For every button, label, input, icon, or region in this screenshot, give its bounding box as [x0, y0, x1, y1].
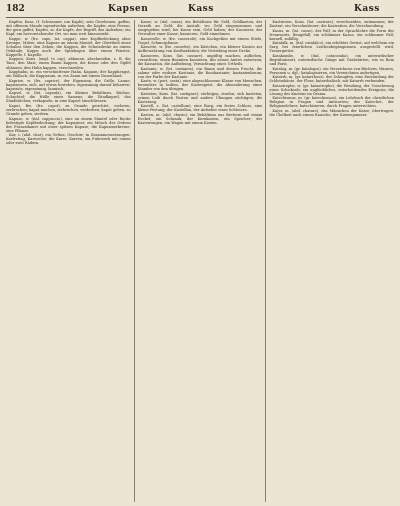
entry-paragraph: Kapfen, Kons. (f. Schwanner, um Kapfe), sein Gesehenen, gaffen, mit offenem Munde irgendwohin aufsehen; die Kapfer, eine Person, die gern gaffet; Kapfes, m. die Kapfe, der Begriff, das Aufsehen; ein Kapf, ein hervorstehender Ort, wo man weit hinaussieht.	[6, 20, 131, 37]
entry-paragraph: Katechismus, m. (gr. katechismos), ein Lehrbuch der christlichen Religion in Fragen und Antworten; der Katechet, der Religionslehrer; katechisieren, durch Fragen unterrichten.	[269, 96, 395, 109]
entry-paragraph: Kasse, w. (ital. cassa), ein Behältniss für Geld, Geldkasten; der Vorrath an Geld; die Anstalt, wo Geld eingenommen und ausgegeben wird; bei Kasse sein, Geld haben; der Kassierer, der Verwalter einer Kasse; kassieren, Geld einnehmen.	[137, 20, 263, 37]
entry-paragraph: Katastrophe, w. (gr. katastrophe), die Wendung, der Umschwung eines Schicksals; ein unglückliches, entscheidendes Ereigniss; die Lösung des Knotens im Drama.	[269, 83, 395, 96]
running-headword-3: Kass	[354, 4, 380, 14]
entry-paragraph: Kater, m. (ahd. chataro), das Männchen der Katze; übertragen: die Übelkeit nach einem Rausche, der Katzenjammer.	[269, 108, 395, 118]
entry-paragraph: Kassieren, Kons. (lat. cassare), ungültig machen, aufheben, vernichten; einen Beamten kassieren, ihn seines Amtes entsetzen; die Kassation, die Aufhebung, Vernichtung eines Urtheils.	[137, 53, 263, 66]
running-headword-1: Kapsen	[108, 4, 149, 14]
entry-paragraph: Kasten, m. (ahd. chasto), ein Behältniss aus Brettern mit einem Deckel; ein Schrank; der Kornkasten, ein Speicher; der Kastenwagen, ein Wagen mit einem Kasten.	[137, 113, 263, 126]
entry-paragraph: Kappe, w. (frz. cape, lat. cappa), eine Kopfbedeckung ohne Krempe, Mütze; eine Kapuze an einem Mantel; der Obertheil eines Schuhes über den Zehen; die Kappen, die Schutzdecke an einem Gebäude; Kappe auch der Spitzbogen über einem Fenster; Kappelle, f. Kapelle.	[6, 36, 131, 57]
entry-paragraph: Kastanie, w. (lat. castanea), ein Baum und dessen Frucht; die zahme oder essbare Kastanie, die Rosskastanie; kastanienbraun, von der Farbe der Kastanie.	[137, 66, 263, 79]
entry-paragraph: Kapuze, w. (ital. cappuccio), eine an einem Mantel oder Rocke befestigte Kopfbedeckung; der Kapuziner, ein Mönch des Ordens der Franziskaner mit einer spitzen Kapuze; die Kapuzinerkresse, eine Pflanze.	[6, 116, 131, 133]
entry-paragraph: Katarrh, m. (gr. katarrhoos), der Schnupfen, eine Entzündung der Schleimhäute, der Fluss; katarrhalisch, mit Katarrh verbunden.	[269, 75, 395, 84]
entry-paragraph: Kastell, s. (lat. castellum), eine Burg, ein festes Schloss, eine kleine Festung; der Kastellan, der Aufseher eines Schlosses.	[137, 104, 263, 113]
column-divider	[134, 20, 135, 502]
entry-paragraph: Kasteien, Kons. (lat. castigare), züchtigen, strafen; sich kasteien, seinen Leib durch Fasten und andere Übungen züchtigen; die Kasteiung.	[137, 91, 263, 104]
column-divider	[265, 20, 266, 502]
page-header	[6, 2, 394, 16]
entry-paragraph: Kastrieren, Kons. (lat. castrare), verschneiden, entmannen; der Kastrat, ein Verschnittener; die Kastration, die Verschneidung.	[269, 20, 395, 29]
entry-paragraph: Katakombe, w. (ital. catacomba), ein unterirdischer Begräbnissort, unterirdische Gänge mit Grabstätten, wie in Rom und Paris.	[269, 53, 395, 66]
entry-paragraph: Kar, s. (ahd. char), ein Gefäss, Geschirr; in Zusammensetzungen: Karfreitag, Karwoche; die Karre, Karren, ein Fuhrwerk mit einem oder zwei Rädern.	[6, 133, 131, 146]
entry-paragraph: Kaput, Bw. (frz. capot), zu Grunde gerichtet, verloren, zerbrochen; kaput machen, zerbrechen, verderben; kaput gehen, zu Grunde gehen, sterben.	[6, 103, 131, 117]
entry-paragraph: Kasserolle, w. (frz. casserole), ein Kochgefäss mit einem Stiele, Tiegel, Schmorpfanne.	[137, 36, 263, 45]
entry-paragraph: Kapphahn, m. ein verschnittener Hahn, Kapaun; der Kapphengst, ein Wallach; die Kappzaum, m. ein Zaum mit einem Nasenband.	[6, 70, 131, 79]
column-2	[138, 20, 263, 502]
entry-paragraph: Kassette, w. (frz. cassette), ein Kästchen, ein kleiner Kasten zur Aufbewahrung von Kostbarkeiten; die Vertiefung einer Decke.	[137, 45, 263, 54]
column-3	[269, 20, 394, 502]
text-columns	[6, 20, 394, 502]
entry-paragraph: Kapsel, w. (lat. capsula), ein kleines Behältniss, Büchse, Schachtel; die Hülle eines Samens; die Zündkapsel, das Zündhütchen; verkapseln, in eine Kapsel einschliessen.	[6, 91, 131, 104]
entry-paragraph: Kaste, w. (port. casta), eine abgeschlossene Klasse von Menschen, besonders in Indien; der Kastengeist, die Absonderung eines Standes von den übrigen.	[137, 79, 263, 92]
entry-paragraph: Katafalk, m. (ital. catafalco), ein erhöhtes Gerüst, auf welchem ein Sarg bei feierlichen Leichenbegängnissen ausgestellt wird, Trauergerüst.	[269, 41, 395, 54]
entry-paragraph: Kasus, m. (lat. casus), der Fall; in der Sprachlehre die Form des Nennworts, Beugefall; ein schlimmer Kasus, ein schlimmer Fall; kasuell, zufällig.	[269, 28, 395, 41]
page-number: 182	[6, 4, 25, 14]
running-headword-2: Kass	[188, 4, 214, 14]
entry-paragraph: Kappen, Kons. (engl. to cap), abhauen, abschneiden, z. B. die Taue, den Mast; einen Baum kappen, die Krone oder den Gipfel abhauen; den Hahn kappen, verschneiden.	[6, 57, 131, 70]
column-1	[6, 20, 131, 502]
entry-paragraph: Katalog, m. (gr. katalogos), ein Verzeichniss von Büchern, Waaren, Personen u. dgl.; katalogisieren, ein Verzeichniss anfertigen.	[269, 66, 395, 75]
header-rule	[6, 17, 394, 18]
entry-paragraph: Kaprize, w. (frz. caprice), der Eigensinn, die Grille, Laune; kaprizieren, sich, auf etwas bestehen, eigensinnig darauf beharren; kapriziös, eigensinnig, launisch.	[6, 78, 131, 91]
